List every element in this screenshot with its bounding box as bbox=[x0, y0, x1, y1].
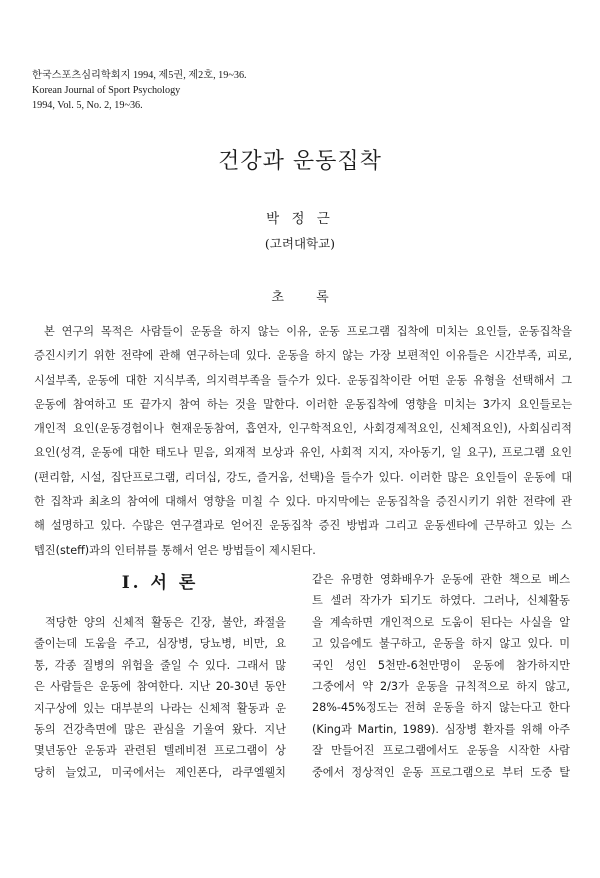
citation-korean: 한국스포츠심리학회지 1994, 제5권, 제2호, 19~36. bbox=[32, 70, 247, 81]
body-line: 중에서 정상적인 운동 프로그램으로 부터 도중 탈 bbox=[312, 765, 570, 779]
citation-volume: 1994, Vol. 5, No. 2, 19~36. bbox=[32, 100, 143, 111]
body-line: (King과 Martin, 1989). 심장병 환자를 위해 아주 bbox=[312, 722, 570, 736]
paper-title: 건강과 운동집착 bbox=[218, 149, 382, 174]
journal-citation-header bbox=[32, 68, 247, 113]
abstract-line: 시설부족, 운동에 대한 지식부족, 의지력부족을 들수가 있다. 운동집착이란 어떤 운동 유형을 선택해서 그 bbox=[34, 373, 572, 387]
body-line: 몇년동안 운동과 관련된 텔레비젼 프로그램이 상 bbox=[34, 744, 286, 758]
abstract-heading: 초 록 bbox=[271, 290, 343, 305]
abstract-line: 운동에 참여하고 또 끝가지 참여 하는 것을 말한다. 이러한 운동집착에 영향을 미치는 3가지 요인들로는 bbox=[34, 397, 572, 411]
abstract-line: 본 연구의 목적은 사람들이 운동을 하지 않는 이유, 운동 프로그램 집착에 미치는 요인들, 운동집착을 bbox=[44, 325, 572, 338]
body-line: 그중에서 약 2/3가 운동을 규칙적으로 하지 않고, bbox=[312, 679, 570, 693]
abstract-line: 요인(성격, 운동에 대한 태도나 믿음, 외재적 보상과 유인, 사회적 지지, 자아동기, 일 요구), 프로그램 요인 bbox=[34, 446, 572, 460]
body-line: 줄이는데 도움을 주고, 심장병, 당뇨병, 비만, 요 bbox=[34, 637, 286, 651]
body-line: 같은 유명한 영화배우가 운동에 관한 책으로 베스 bbox=[312, 573, 570, 586]
body-line: 당히 늘었고, 미국에서는 제인폰다, 라쿠엘웰치 bbox=[34, 765, 286, 779]
body-line: 국인 성인 5천만-6천만명이 운동에 참가하지만 bbox=[312, 658, 570, 672]
body-line: 지구상에 있는 대부분의 나라는 신체적 활동과 운 bbox=[34, 701, 286, 715]
body-line: 동의 건강측면에 많은 관심을 기울여 왔다. 지난 bbox=[34, 722, 286, 736]
body-line: 통, 각종 질병의 위험을 줄일 수 있다. 그래서 많 bbox=[34, 658, 286, 672]
author-affiliation: (고려대학교) bbox=[264, 236, 336, 251]
author-name: 박 정 근 bbox=[266, 211, 334, 227]
body-line: 트 셀러 작가가 되기도 하였다. 그러나, 신체활동 bbox=[312, 594, 570, 608]
body-line: 적당한 양의 신체적 활동은 긴장, 불안, 좌절을 bbox=[45, 616, 286, 629]
abstract-line: 개인적 요인(운동경험이나 현재운동참여, 흡연자, 인구학적요인, 사회경제적요인, 신체적요인), 사회심리적 bbox=[34, 422, 572, 436]
body-line: 은 사람들은 운동에 참여한다. 지난 20-30년 동안 bbox=[34, 680, 286, 694]
body-line: 을 계속하면 개인적으로 도움이 된다는 사실을 알 bbox=[312, 615, 570, 629]
abstract-line: 한 집착과 최초의 참여에 대해서 영향을 미칠 수 있다. 마지막에는 운동집착을 증진시키기 위한 전략에 관 bbox=[34, 495, 572, 509]
section-heading-introduction: Ⅰ. 서 론 bbox=[121, 573, 199, 593]
body-left-column bbox=[34, 612, 286, 783]
body-line: 28%-45%정도는 전혀 운동을 하지 않는다고 한다 bbox=[312, 701, 570, 715]
abstract-line: (편리함, 시설, 집단프로그램, 리더십, 강도, 즐거움, 선택)을 들수가 있다. 이러한 많은 요인들이 운동에 대 bbox=[34, 470, 572, 484]
abstract-line: 텝진(steff)과의 인터뷰를 통해서 얻은 방법들이 제시된다. bbox=[34, 543, 316, 557]
citation-journal-name: Korean Journal of Sport Psychology bbox=[32, 85, 181, 96]
body-line: 잘 만들어진 프로그램에서도 운동을 시작한 사람 bbox=[312, 744, 570, 758]
abstract-body bbox=[34, 320, 572, 563]
abstract-line: 증진시키기 위한 전략에 관해 연구하는데 있다. 운동을 하지 않는 가장 보편적인 이유들은 시간부족, 피로, bbox=[34, 349, 572, 363]
abstract-line: 해 설명하고 있다. 수많은 연구결과로 얻어진 운동집착 증진 방법과 그리고 운동센타에 근무하고 있는 스 bbox=[34, 519, 572, 533]
body-line: 고 있음에도 불구하고, 운동을 하지 않고 있다. 미 bbox=[312, 637, 570, 651]
body-right-column bbox=[312, 569, 570, 783]
